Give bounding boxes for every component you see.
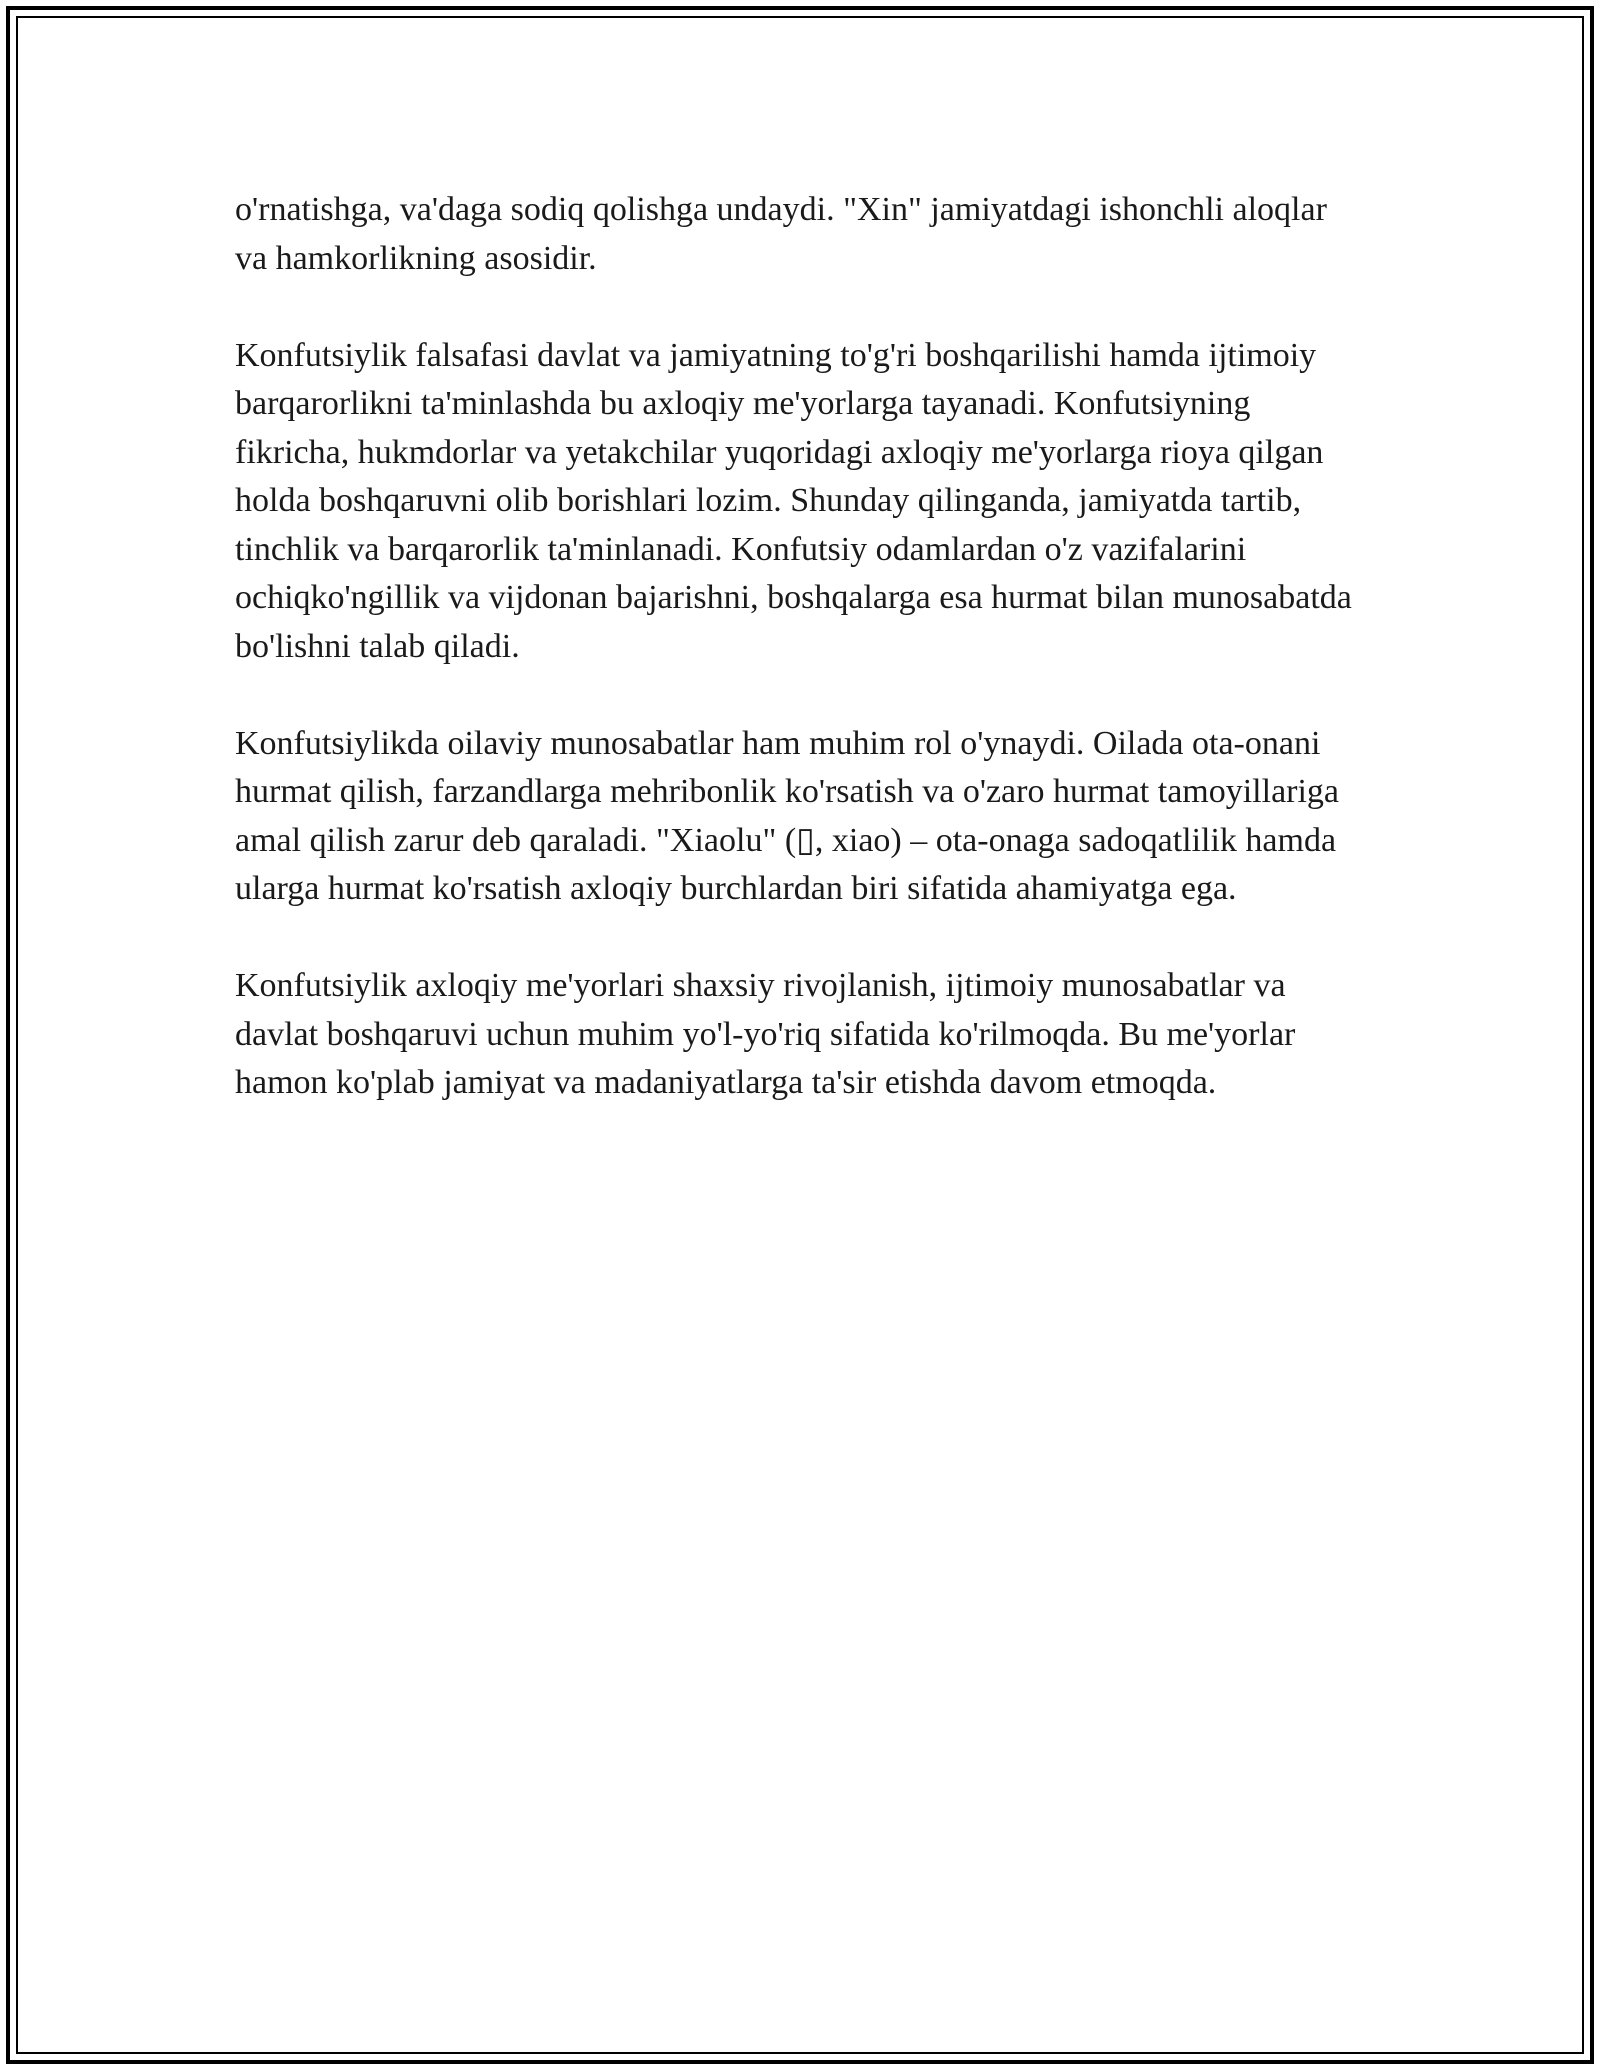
paragraph-3: Konfutsiylikda oilaviy munosabatlar ham muhim rol o'ynaydi. Oilada ota-onani hurmat qilish, farzandlarga mehribonlik ko'rsatish va o'zaro hurmat tamoyillariga amal qilish zarur deb qaraladi. "Xiaolu" (▯, xiao) – ota-onaga sadoqatlilik hamda ularga hurmat ko'rsatish axloqiy burchlardan biri sifatida ahamiyatga ega. [235,724,1340,907]
paragraph-2: Konfutsiylik falsafasi davlat va jamiyatning to'g'ri boshqarilishi hamda ijtimoiy barqarorlikni ta'minlashda bu axloqiy me'yorlarga tayanadi. Konfutsiyning fikricha, hukmdorlar va yetakchilar yuqoridagi axloqiy me'yorlarga rioya qilgan holda boshqaruvni olib borishlari lozim. Shunday qilinganda, jamiyatda tartib, tinchlik va barqarorlik ta'minlanadi. Konfutsiy odamlardan o'z vazifalarini ochiqko'ngillik va vijdonan bajarishni, boshqalarga esa hurmat bilan munosabatda bo'lishni talab qiladi. [235,336,1352,665]
document-body [235,186,1365,1156]
paragraph-4: Konfutsiylik axloqiy me'yorlari shaxsiy rivojlanish, ijtimoiy munosabatlar va davlat boshqaruvi uchun muhim yo'l-yo'riq sifatida ko'rilmoqda. Bu me'yorlar hamon ko'plab jamiyat va madaniyatlarga ta'sir etishda davom etmoqda. [235,967,1296,1101]
paragraph-1: o'rnatishga, va'daga sodiq qolishga undaydi. "Xin" jamiyatdagi ishonchli aloqlar va hamkorlikning asosidir. [235,191,1327,277]
